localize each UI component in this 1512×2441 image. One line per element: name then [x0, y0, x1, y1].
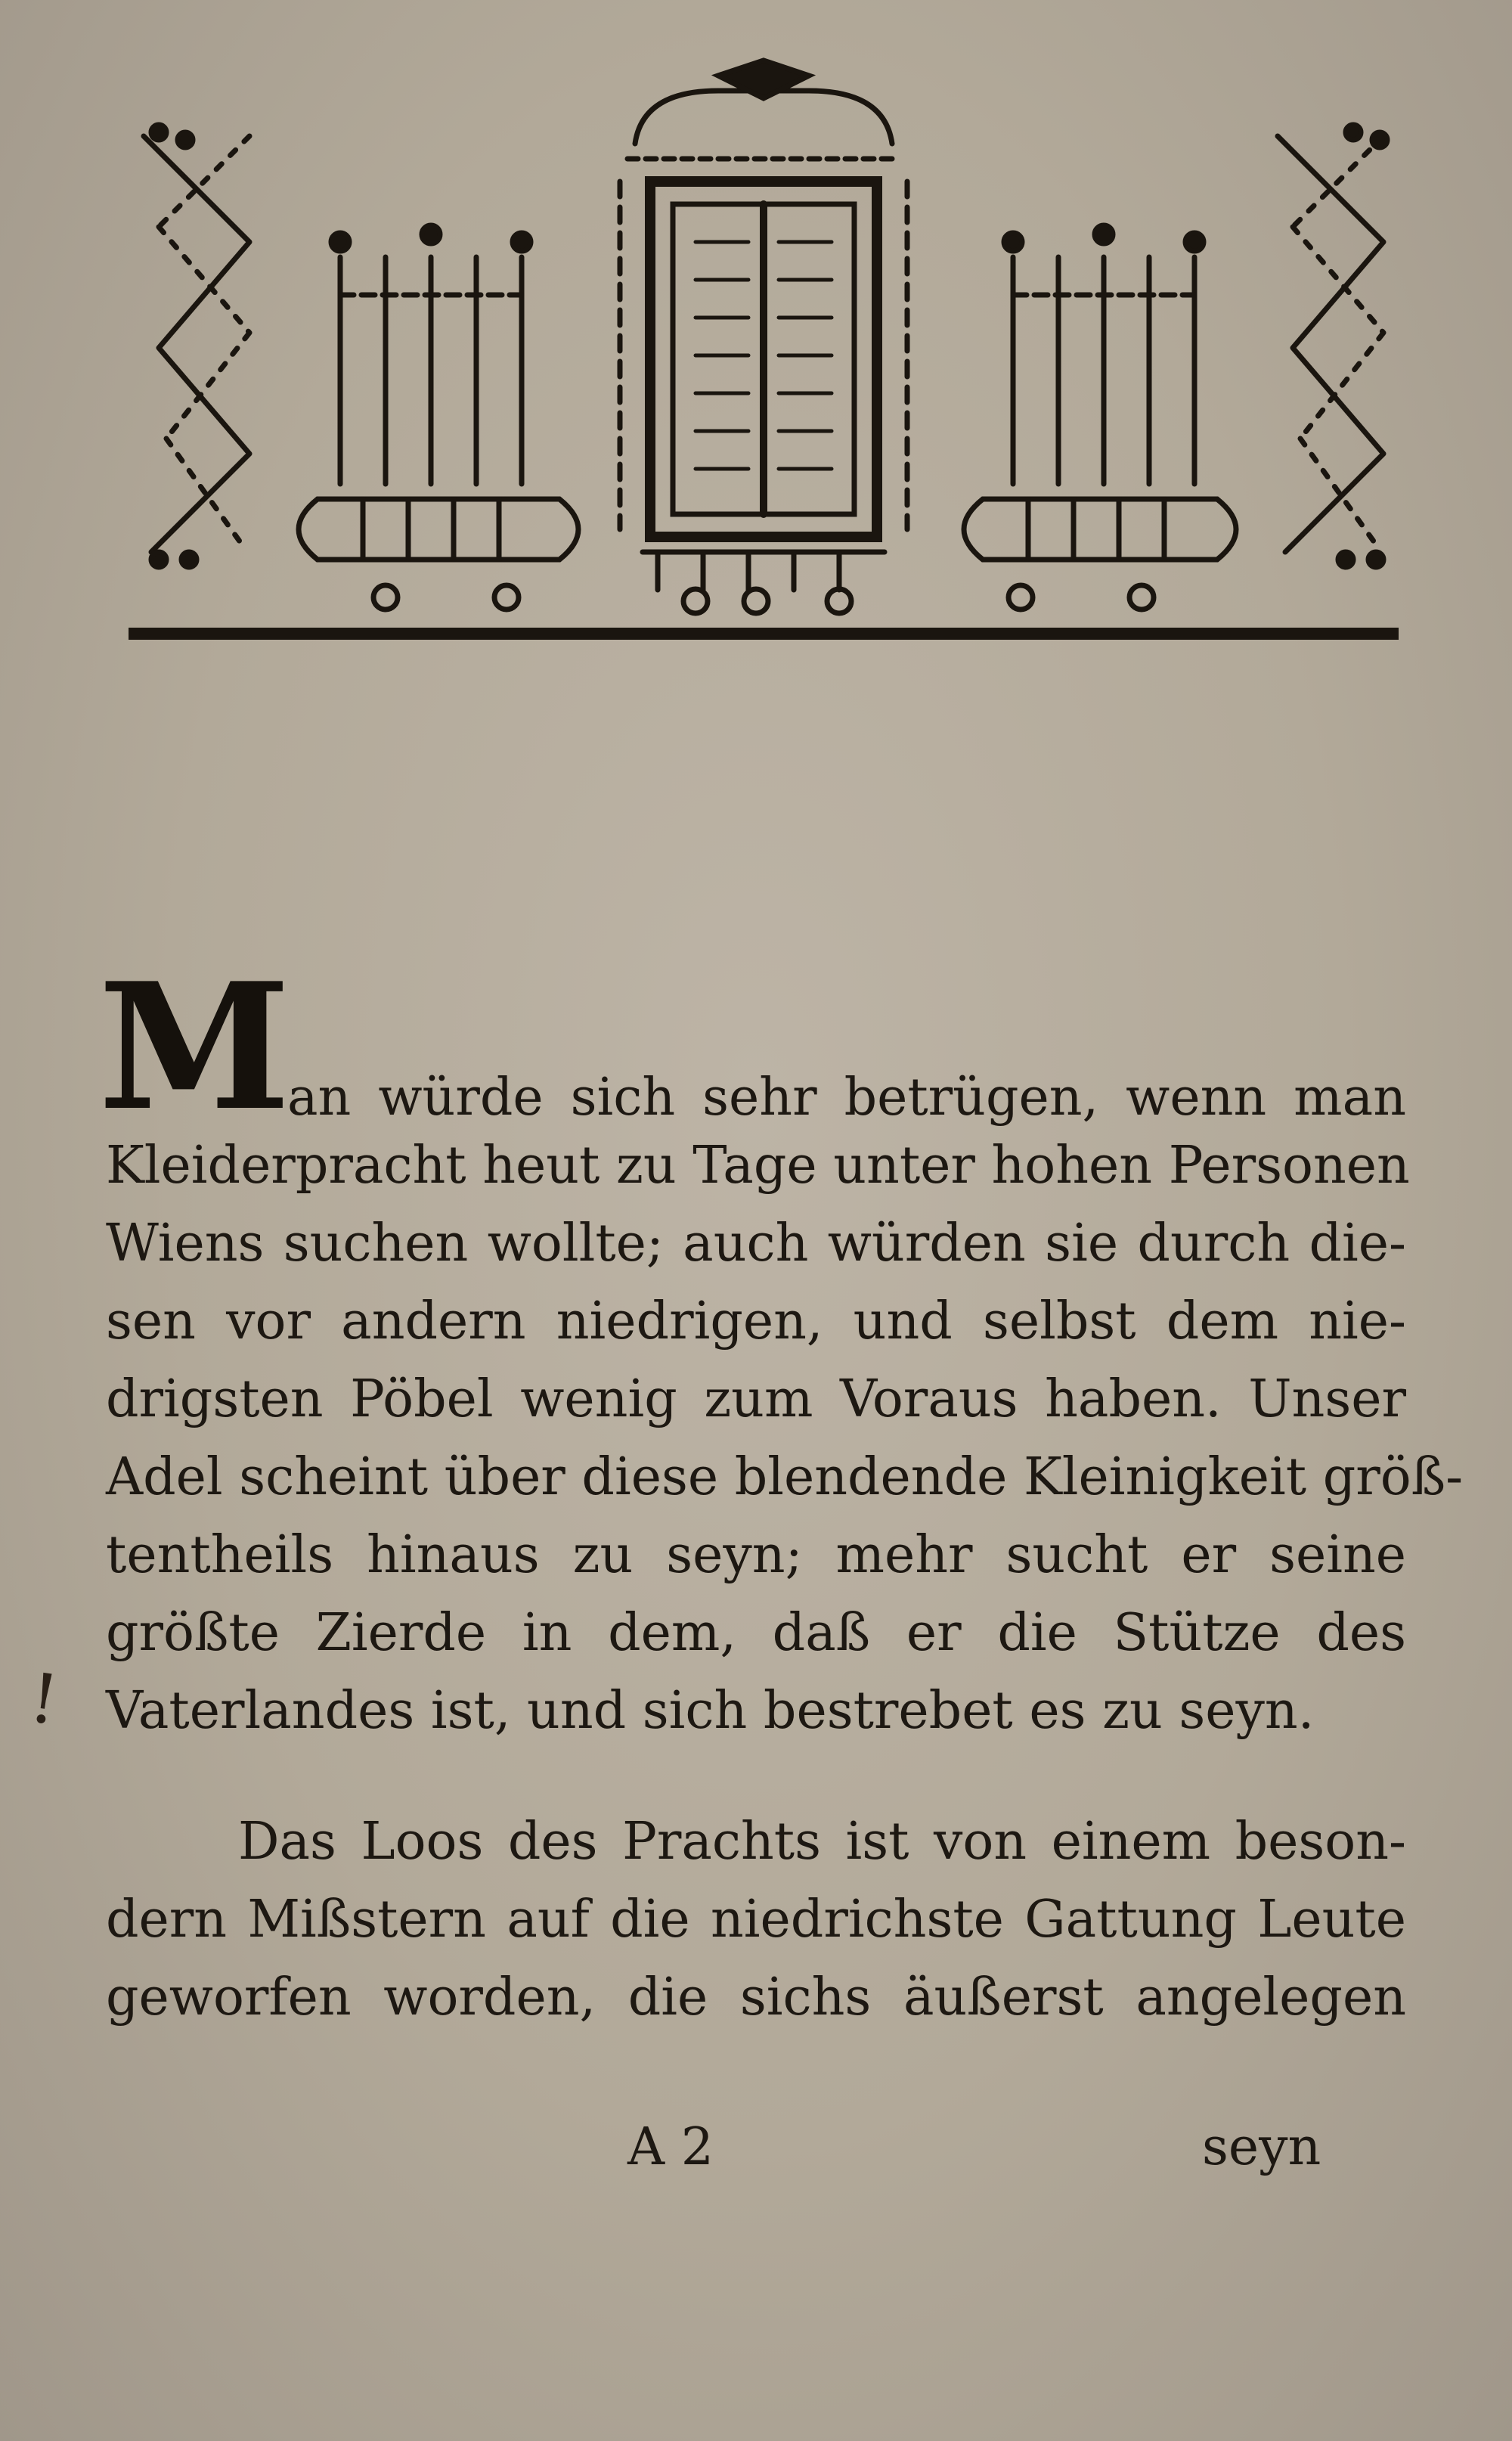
central-shrine-ornament	[620, 60, 907, 613]
right-vine-ornament	[1278, 125, 1387, 567]
left-vine-ornament	[144, 125, 249, 567]
headpiece-ornament	[113, 30, 1414, 665]
catchword: seyn	[1202, 2117, 1321, 2177]
margin-note-mark: !	[24, 1658, 64, 1742]
signature-mark: A 2	[627, 2117, 714, 2177]
text-line: Vaterlandes ist, und sich bestrebet es zu seyn.	[106, 1681, 1315, 1741]
page-footer	[0, 2110, 1512, 2193]
show-through-texture	[113, 665, 1399, 953]
text-line: Das Loos des Prachts ist von einem beson-	[238, 1812, 1406, 1872]
paragraph-1-opening	[98, 945, 1406, 1149]
text-line: Wiens suchen wollte; auch würden sie durch die-	[106, 1214, 1406, 1273]
text-line: an würde sich sehr betrügen, wenn man	[287, 1068, 1406, 1127]
text-line: Kleiderpracht heut zu Tage unter hohen Personen	[106, 1136, 1410, 1196]
text-line: tentheils hinaus zu seyn; mehr sucht er seine	[106, 1525, 1406, 1585]
body-text	[98, 945, 1464, 2036]
text-line: größte Zierde in dem, daß er die Stütze des	[106, 1603, 1406, 1663]
text-line: geworfen worden, die sichs äußerst angelegen	[106, 1968, 1406, 2027]
text-line: dern Mißstern auf die niedrichste Gattung Leute	[106, 1890, 1406, 1949]
paragraph-2	[106, 1803, 1406, 2036]
text-line: drigsten Pöbel wenig zum Voraus haben. Unser	[106, 1369, 1406, 1429]
text-line: sen vor andern niedrigen, und selbst dem nie-	[106, 1292, 1406, 1351]
text-line: Adel scheint über diese blendende Kleinigkeit größ-	[106, 1447, 1464, 1507]
base-rule	[129, 628, 1399, 640]
left-cart-ornament	[299, 225, 578, 609]
drop-cap-initial: M	[98, 945, 291, 1149]
right-cart-ornament	[964, 225, 1236, 609]
